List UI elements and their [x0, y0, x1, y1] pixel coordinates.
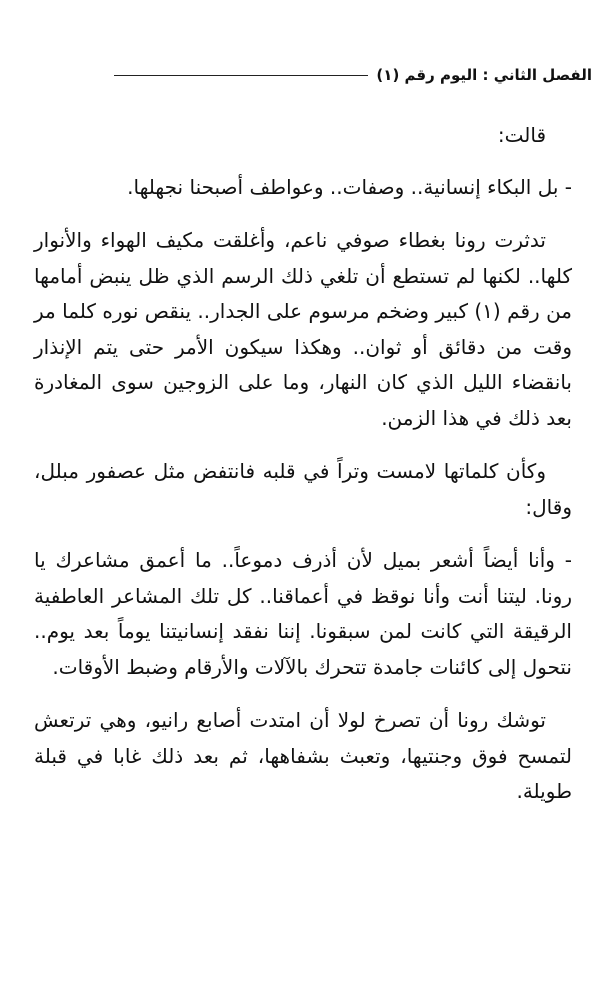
page-body	[34, 118, 572, 810]
chapter-header	[0, 60, 592, 90]
chapter-title: الفصل الثاني : اليوم رقم (١)	[376, 66, 592, 84]
header-rule	[114, 75, 368, 76]
paragraph-1: قالت:	[497, 123, 546, 147]
paragraph-3: تدثرت رونا بغطاء صوفي ناعم، وأغلقت مكيف الهواء والأنوار كلها.. لكنها لم تستطع أن تلغي ذلك الرسم الذي ظل ينبض أمامها من رقم (١) كبير وضخم مرسوم على الجدار.. ينقص نوره كلما مر وقت من دقائق أو ثوان.. وهكذا سيكون الأمر حتى يتم الإنذار بانقضاء الليل الذي كان النهار، وما على الزوجين سوى المغادرة بعد ذلك في هذا الزمن.	[34, 228, 572, 430]
paragraph-5: - وأنا أيضاً أشعر بميل لأن أذرف دموعاً.. ما أعمق مشاعرك يا رونا. ليتنا أنت وأنا نوقظ في أعماقنا.. كل تلك المشاعر العاطفية الرقيقة التي كانت لمن سبقونا. إننا نفقد إنسانيتنا يوماً بعد يوم.. نتحول إلى كائنات جامدة تتحرك بالآلات والأرقام وضبط الأوقات.	[34, 548, 572, 679]
paragraph-2: - بل البكاء إنسانية.. وصفات.. وعواطف أصبحنا نجهلها.	[127, 174, 572, 199]
paragraph-4: وكأن كلماتها لامست وتراً في قلبه فانتفض مثل عصفور مبلل، وقال:	[34, 459, 572, 519]
paragraph-6: توشك رونا أن تصرخ لولا أن امتدت أصابع رانيو، وهي ترتعش لتمسح فوق وجنتيها، وتعبث بشفاهها، ثم بعد ذلك غابا في قبلة طويلة.	[34, 708, 572, 803]
